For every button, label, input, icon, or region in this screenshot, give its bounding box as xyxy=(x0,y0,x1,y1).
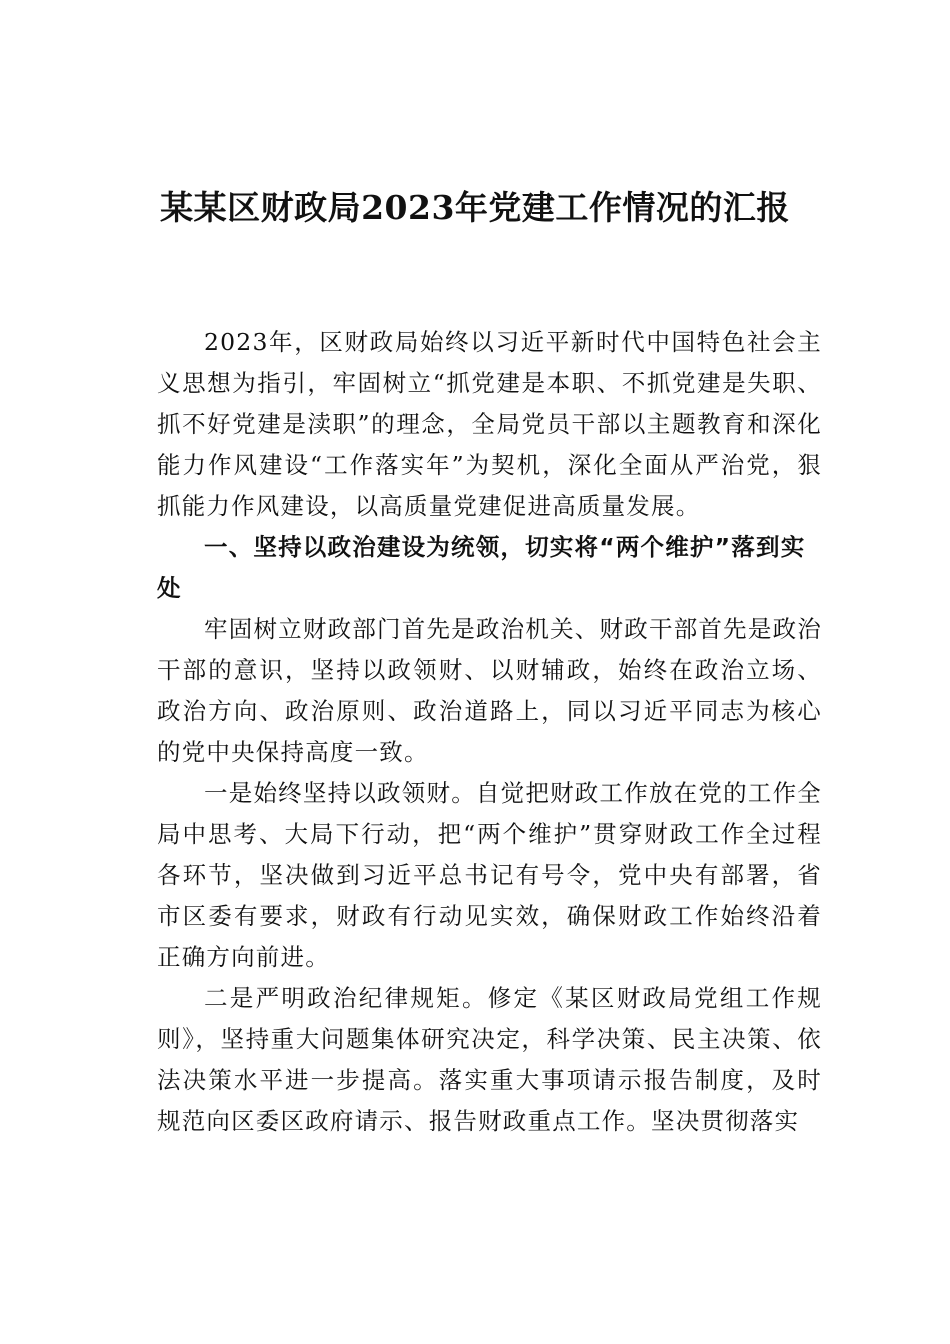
intro-paragraph: 2023年，区财政局始终以习近平新时代中国特色社会主义思想为指引，牢固树立“抓党建是本职、不抓党建是失职、抓不好党建是渎职”的理念，全局党员干部以主题教育和深化能力作风建设“工作落实年”为契机，深化全面从严治党，狠抓能力作风建设，以高质量党建促进高质量发展。 xyxy=(157,328,822,520)
section1-paragraph-1: 牢固树立财政部门首先是政治机关、财政干部首先是政治干部的意识，坚持以政领财、以财辅政，始终在政治立场、政治方向、政治原则、政治道路上，同以习近平同志为核心的党中央保持高度一致。 xyxy=(157,615,822,766)
section-heading-1: 一、坚持以政治建设为统领，切实将“两个维护”落到实处 xyxy=(157,533,806,602)
document-body xyxy=(157,322,822,1142)
section1-paragraph-2: 一是始终坚持以政领财。自觉把财政工作放在党的工作全局中思考、大局下行动，把“两个维护”贯穿财政工作全过程各环节，坚决做到习近平总书记有号令，党中央有部署，省市区委有要求，财政有行动见实效，确保财政工作始终沿着正确方向前进。 xyxy=(157,779,822,971)
section1-paragraph-3: 二是严明政治纪律规矩。修定《某区财政局党组工作规则》，坚持重大问题集体研究决定，科学决策、民主决策、依法决策水平进一步提高。落实重大事项请示报告制度，及时规范向区委区政府请示、报告财政重点工作。坚决贯彻落实 xyxy=(157,984,822,1135)
document-title: 某某区财政局2023年党建工作情况的汇报 xyxy=(160,188,790,227)
